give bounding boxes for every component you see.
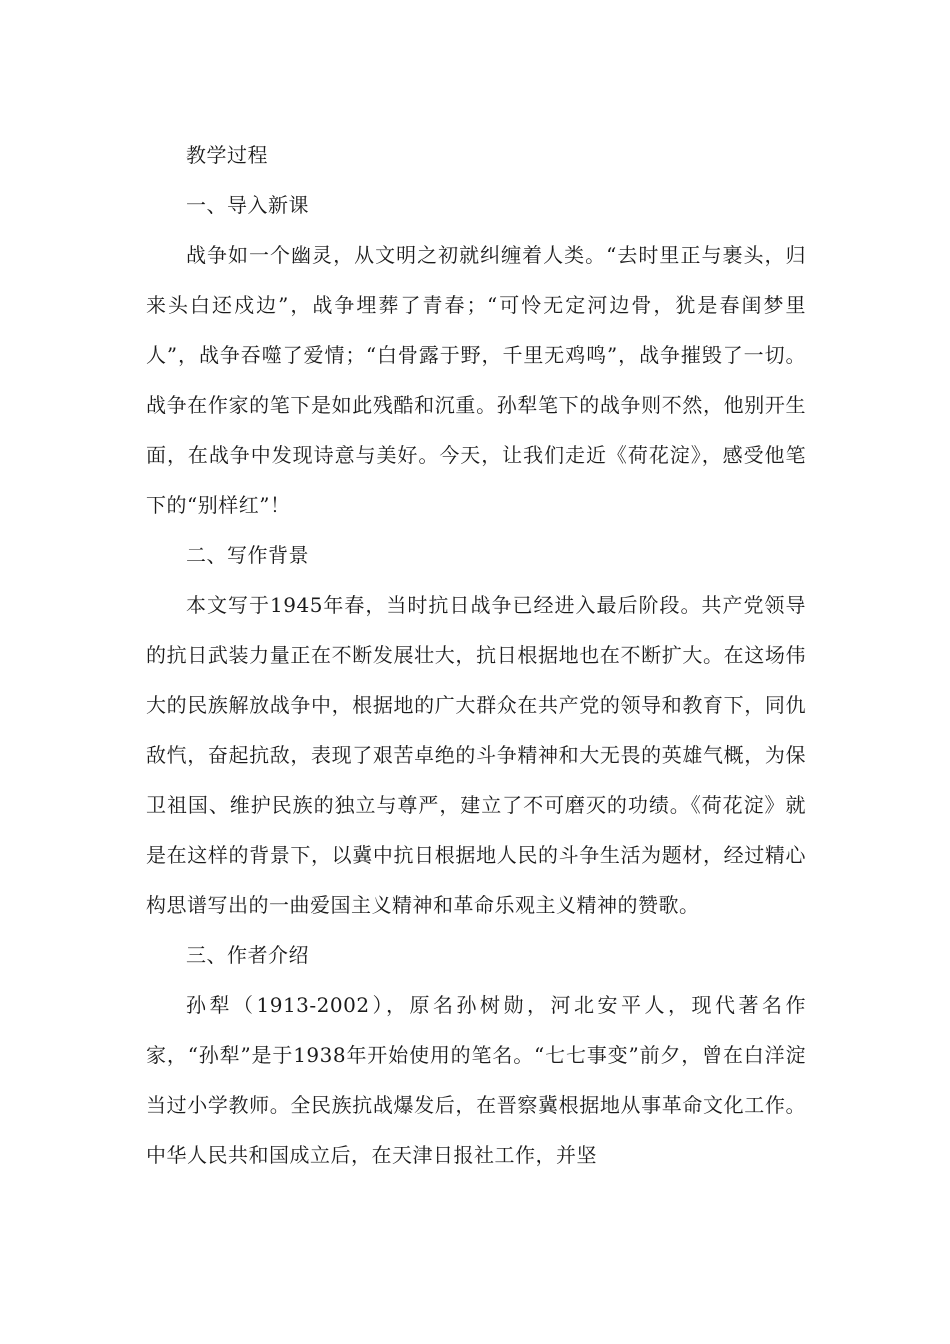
heading-author-intro: 三、作者介绍 (186, 943, 309, 967)
section-title-teaching-process: 教学过程 (186, 143, 268, 167)
paragraph-background: 本文写于1945年春，当时抗日战争已经进入最后阶段。共产党领导的抗日武装力量正在不断发展壮大，抗日根据地也在不断扩大。在这场伟大的民族解放战争中，根据地的广大群众在共产党的领导和教育下，同仇敌忾，奋起抗敌，表现了艰苦卓绝的斗争精神和大无畏的英雄气概，为保卫祖国、维护民族的独立与尊严，建立了不可磨灭的功绩。《荷花淀》就是在这样的背景下，以冀中抗日根据地人民的斗争生活为题材，经过精心构思谱写出的一曲爱国主义精神和革命乐观主义精神的赞歌。 (146, 593, 806, 917)
heading-intro-new-lesson: 一、导入新课 (186, 193, 309, 217)
paragraph-author: 孙犁（1913-2002），原名孙树勋，河北安平人，现代著名作家，“孙犁”是于1938年开始使用的笔名。“七七事变”前夕，曾在白洋淀当过小学教师。全民族抗战爆发后，在晋察冀根据地从事革命文化工作。中华人民共和国成立后，在天津日报社工作，并坚 (146, 993, 806, 1167)
document-body (146, 130, 806, 1180)
paragraph-intro: 战争如一个幽灵，从文明之初就纠缠着人类。“去时里正与裹头，归来头白还戍边”，战争埋葬了青春；“可怜无定河边骨，犹是春闺梦里人”，战争吞噬了爱情；“白骨露于野，千里无鸡鸣”，战争摧毁了一切。战争在作家的笔下是如此残酷和沉重。孙犁笔下的战争则不然，他别开生面，在战争中发现诗意与美好。今天，让我们走近《荷花淀》，感受他笔下的“别样红”！ (146, 243, 806, 517)
heading-writing-background: 二、写作背景 (186, 543, 309, 567)
